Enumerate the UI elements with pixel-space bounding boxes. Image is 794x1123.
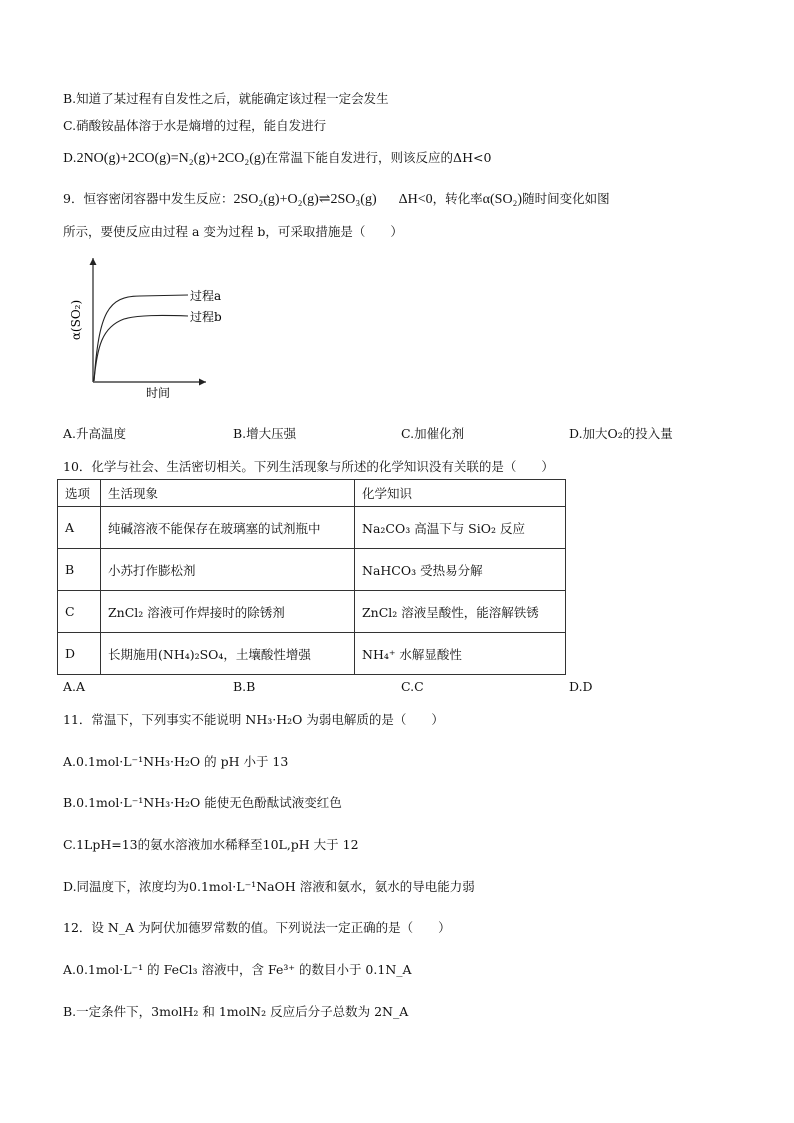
q11-option-a: A.0.1mol·L⁻¹NH₃·H₂O 的 pH 小于 13 bbox=[63, 754, 289, 769]
header-phenomenon: 生活现象 bbox=[101, 480, 355, 507]
curve-process-a bbox=[94, 295, 188, 381]
table-row bbox=[58, 507, 566, 549]
q10-stem: 10．化学与社会、生活密切相关。下列生活现象与所述的化学知识没有关联的是（ ） bbox=[63, 459, 554, 474]
q9-stem-part3: 随时间变化如图 bbox=[522, 191, 610, 206]
q8-option-d bbox=[63, 150, 491, 167]
row-knowledge: NH₄⁺ 水解显酸性 bbox=[355, 633, 566, 675]
header-option: 选项 bbox=[58, 480, 101, 507]
q8-option-d-prefix: D. bbox=[63, 150, 77, 165]
q11-option-d: D.同温度下，浓度均为0.1mol·L⁻¹NaOH 溶液和氨水，氨水的导电能力弱 bbox=[63, 879, 475, 894]
q9-enthalpy: ΔH<0 bbox=[398, 192, 433, 207]
row-phenomenon: 纯碱溶液不能保存在玻璃塞的试剂瓶中 bbox=[101, 507, 355, 549]
q10-table bbox=[57, 479, 566, 675]
row-option: A bbox=[58, 507, 101, 549]
q10-option-a: A.A bbox=[63, 679, 86, 694]
row-option: C bbox=[58, 591, 101, 633]
q9-equation: 2SO₂(g)+O₂(g)⇌2SO₃(g) bbox=[233, 192, 377, 207]
q8-option-d-equation: 2NO(g)+2CO(g)=N₂(g)+2CO₂(g) bbox=[76, 151, 266, 166]
row-phenomenon: ZnCl₂ 溶液可作焊接时的除锈剂 bbox=[101, 591, 355, 633]
q9-stem-part1: 9．恒容密闭容器中发生反应： bbox=[63, 191, 234, 206]
x-axis-label: 时间 bbox=[145, 386, 171, 400]
table-row bbox=[58, 591, 566, 633]
curve-process-b bbox=[94, 315, 188, 381]
header-knowledge: 化学知识 bbox=[355, 480, 566, 507]
q11-stem: 11．常温下，下列事实不能说明 NH₃·H₂O 为弱电解质的是（ ） bbox=[63, 712, 444, 727]
q9-option-b: B.增大压强 bbox=[233, 426, 297, 441]
q9-option-d: D.加大O₂的投入量 bbox=[569, 426, 673, 441]
q12-option-b: B.一定条件下，3molH₂ 和 1molN₂ 反应后分子总数为 2N_A bbox=[63, 1004, 409, 1019]
row-option: D bbox=[58, 633, 101, 675]
q9-stem-line2: 所示，要使反应由过程 a 变为过程 b，可采取措施是（ ） bbox=[63, 224, 403, 239]
q12-option-a: A.0.1mol·L⁻¹ 的 FeCl₃ 溶液中，含 Fe³⁺ 的数目小于 0.1N_A bbox=[63, 962, 412, 977]
y-axis-label: α(SO₂) bbox=[69, 299, 83, 341]
q8-option-c: C.硝酸铵晶体溶于水是熵增的过程，能自发进行 bbox=[63, 118, 327, 133]
q11-option-c: C.1LpH=13的氨水溶液加水稀释至10L,pH 大于 12 bbox=[63, 837, 359, 852]
row-knowledge: Na₂CO₃ 高温下与 SiO₂ 反应 bbox=[355, 507, 566, 549]
table-row bbox=[58, 633, 566, 675]
curve-b-label: 过程b bbox=[190, 310, 222, 324]
curve-a-label: 过程a bbox=[190, 289, 222, 303]
q9-option-a: A.升高温度 bbox=[63, 426, 127, 441]
q10-option-d: D.D bbox=[569, 679, 593, 694]
q9-option-c: C.加催化剂 bbox=[401, 426, 465, 441]
q10-option-c: C.C bbox=[401, 679, 424, 694]
q8-option-b: B.知道了某过程有自发性之后，就能确定该过程一定会发生 bbox=[63, 91, 389, 106]
table-header-row bbox=[58, 480, 566, 507]
row-knowledge: NaHCO₃ 受热易分解 bbox=[355, 549, 566, 591]
q11-option-b: B.0.1mol·L⁻¹NH₃·H₂O 能使无色酚酞试液变红色 bbox=[63, 795, 342, 810]
q9-stem-part2: ，转化率 bbox=[432, 191, 483, 206]
row-phenomenon: 长期施用(NH₄)₂SO₄，土壤酸性增强 bbox=[101, 633, 355, 675]
table-row bbox=[58, 549, 566, 591]
q12-stem: 12．设 N_A 为阿伏加德罗常数的值。下列说法一定正确的是（ ） bbox=[63, 920, 451, 935]
q9-conversion-graph bbox=[66, 252, 222, 400]
q8-option-d-suffix: 在常温下能自发进行，则该反应的ΔH<0 bbox=[265, 150, 492, 165]
q9-alpha: α(SO₂) bbox=[482, 192, 523, 207]
row-phenomenon: 小苏打作膨松剂 bbox=[101, 549, 355, 591]
row-option: B bbox=[58, 549, 101, 591]
row-knowledge: ZnCl₂ 溶液呈酸性，能溶解铁锈 bbox=[355, 591, 566, 633]
q10-option-b: B.B bbox=[233, 679, 256, 694]
q9-stem-line1 bbox=[63, 191, 610, 208]
